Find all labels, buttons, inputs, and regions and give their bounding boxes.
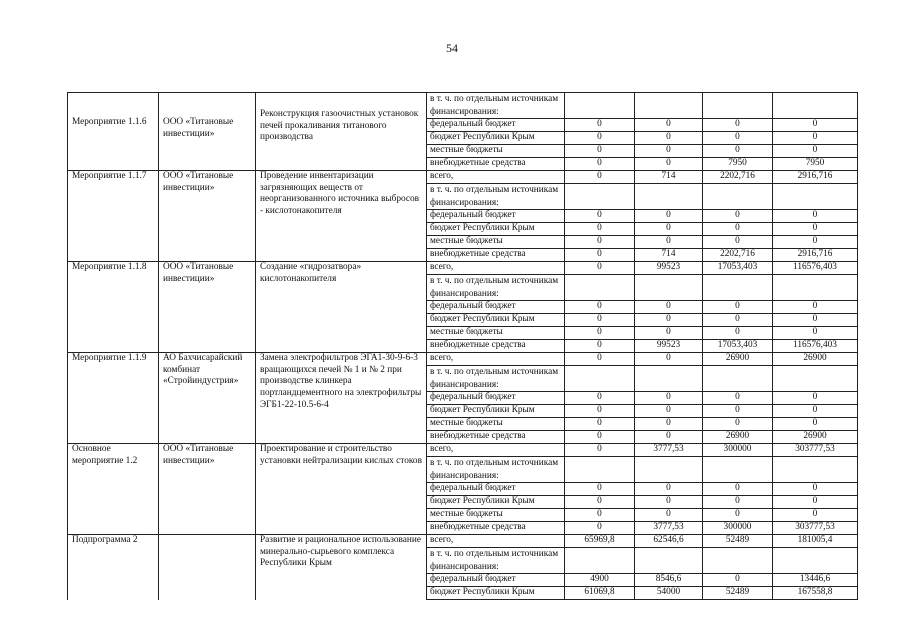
- value-cell: 0: [635, 223, 703, 236]
- value-cell: 0: [703, 119, 773, 132]
- value-cell: 0: [703, 405, 773, 418]
- value-cell: 0: [635, 392, 703, 405]
- value-cell: 0: [703, 418, 773, 431]
- event-name: Мероприятие 1.1.6: [68, 93, 159, 171]
- value-cell: 0: [703, 223, 773, 236]
- value-cell: 2202,716: [703, 249, 773, 262]
- value-cell: [773, 275, 858, 301]
- value-cell: 0: [635, 236, 703, 249]
- table-row: [68, 262, 858, 275]
- value-cell: 0: [565, 340, 635, 353]
- value-cell: 0: [703, 392, 773, 405]
- value-cell: 0: [635, 301, 703, 314]
- value-cell: 52489: [703, 535, 773, 548]
- value-cell: 7950: [773, 158, 858, 171]
- value-cell: 0: [773, 119, 858, 132]
- value-cell: 65969,8: [565, 535, 635, 548]
- value-cell: 0: [635, 431, 703, 444]
- value-cell: 26900: [703, 431, 773, 444]
- value-cell: 0: [773, 223, 858, 236]
- value-cell: 0: [635, 405, 703, 418]
- value-cell: [703, 457, 773, 483]
- source-label-local: местные бюджеты: [427, 236, 565, 249]
- source-label-federal: федеральный бюджет: [427, 392, 565, 405]
- value-cell: 0: [773, 145, 858, 158]
- source-label-federal: федеральный бюджет: [427, 574, 565, 587]
- value-cell: 0: [565, 145, 635, 158]
- value-cell: 0: [565, 431, 635, 444]
- value-cell: 0: [773, 132, 858, 145]
- value-cell: 17053,403: [703, 262, 773, 275]
- table-row: [68, 535, 858, 548]
- value-cell: 2916,716: [773, 249, 858, 262]
- executor-name: ООО «Титановые инвестиции»: [159, 171, 256, 262]
- value-cell: 52489: [703, 587, 773, 600]
- source-label-federal: федеральный бюджет: [427, 483, 565, 496]
- source-label-total: всего,: [427, 171, 565, 184]
- source-label-offbudget: внебюджетные средства: [427, 431, 565, 444]
- event-name: Мероприятие 1.1.9: [68, 353, 159, 444]
- value-cell: 0: [773, 405, 858, 418]
- value-cell: 0: [565, 119, 635, 132]
- value-cell: 0: [773, 496, 858, 509]
- value-cell: 0: [773, 236, 858, 249]
- source-label-local: местные бюджеты: [427, 145, 565, 158]
- event-description: Развитие и рациональное использование минерально-сырьевого комплекса Республики Крым: [256, 535, 427, 600]
- source-label-crimea: бюджет Республики Крым: [427, 587, 565, 600]
- table-body: [68, 93, 858, 600]
- value-cell: [565, 366, 635, 392]
- event-name: Основное мероприятие 1.2: [68, 444, 159, 535]
- value-cell: 300000: [703, 444, 773, 457]
- source-label-offbudget: внебюджетные средства: [427, 522, 565, 535]
- value-cell: [635, 275, 703, 301]
- value-cell: 0: [773, 301, 858, 314]
- value-cell: 0: [565, 132, 635, 145]
- value-cell: 300000: [703, 522, 773, 535]
- source-label-offbudget: внебюджетные средства: [427, 249, 565, 262]
- value-cell: 303777,53: [773, 444, 858, 457]
- source-label-crimea: бюджет Республики Крым: [427, 405, 565, 418]
- value-cell: [565, 457, 635, 483]
- executor-name: ООО «Титановые инвестиции»: [159, 262, 256, 353]
- value-cell: 0: [703, 574, 773, 587]
- value-cell: 0: [635, 119, 703, 132]
- value-cell: 0: [703, 210, 773, 223]
- value-cell: 0: [565, 171, 635, 184]
- source-label-crimea: бюджет Республики Крым: [427, 223, 565, 236]
- value-cell: 116576,403: [773, 340, 858, 353]
- value-cell: 13446,6: [773, 574, 858, 587]
- value-cell: 0: [565, 405, 635, 418]
- value-cell: [565, 548, 635, 574]
- value-cell: 0: [773, 314, 858, 327]
- source-label-local: местные бюджеты: [427, 418, 565, 431]
- source-label-breakdown: в т. ч. по отдельным источникам финансирования:: [427, 548, 565, 574]
- page-number: 54: [446, 41, 458, 55]
- source-label-crimea: бюджет Республики Крым: [427, 496, 565, 509]
- value-cell: 0: [773, 509, 858, 522]
- source-label-offbudget: внебюджетные средства: [427, 340, 565, 353]
- event-name: Мероприятие 1.1.8: [68, 262, 159, 353]
- value-cell: 0: [635, 353, 703, 366]
- value-cell: [635, 366, 703, 392]
- source-label-crimea: бюджет Республики Крым: [427, 314, 565, 327]
- value-cell: 714: [635, 171, 703, 184]
- value-cell: 0: [703, 327, 773, 340]
- value-cell: 0: [635, 496, 703, 509]
- value-cell: 0: [703, 145, 773, 158]
- event-description: Замена электрофильтров ЭГА1-30-9-6-3 вращающихся печей № 1 и № 2 при производстве клинкера портландцементного на электрофильтры ЭГБ1-22-10.5-6-4: [256, 353, 427, 444]
- value-cell: 0: [565, 236, 635, 249]
- source-label-total: всего,: [427, 353, 565, 366]
- value-cell: 4900: [565, 574, 635, 587]
- table-row: [68, 171, 858, 184]
- value-cell: 0: [635, 158, 703, 171]
- value-cell: 0: [703, 132, 773, 145]
- executor-name: ООО «Титановые инвестиции»: [159, 444, 256, 535]
- value-cell: 3777,53: [635, 444, 703, 457]
- value-cell: [565, 184, 635, 210]
- source-label-breakdown: в т. ч. по отдельным источникам финансирования:: [427, 93, 565, 119]
- source-label-breakdown: в т. ч. по отдельным источникам финансирования:: [427, 275, 565, 301]
- value-cell: [565, 275, 635, 301]
- value-cell: [635, 457, 703, 483]
- value-cell: 0: [565, 327, 635, 340]
- value-cell: 0: [703, 314, 773, 327]
- value-cell: 0: [635, 418, 703, 431]
- value-cell: 26900: [773, 353, 858, 366]
- value-cell: 7950: [703, 158, 773, 171]
- value-cell: 62546,6: [635, 535, 703, 548]
- table-row: [68, 444, 858, 457]
- event-description: Реконструкция газоочистных установок печей прокаливания титанового производства: [256, 93, 427, 171]
- value-cell: 0: [703, 509, 773, 522]
- value-cell: 0: [565, 262, 635, 275]
- value-cell: 116576,403: [773, 262, 858, 275]
- value-cell: 0: [565, 314, 635, 327]
- value-cell: 17053,403: [703, 340, 773, 353]
- value-cell: 0: [635, 145, 703, 158]
- value-cell: 61069,8: [565, 587, 635, 600]
- event-description: Проектирование и строительство установки нейтрализации кислых стоков: [256, 444, 427, 535]
- value-cell: 0: [565, 392, 635, 405]
- value-cell: 3777,53: [635, 522, 703, 535]
- source-label-federal: федеральный бюджет: [427, 210, 565, 223]
- table-row: [68, 353, 858, 366]
- value-cell: [635, 548, 703, 574]
- value-cell: [703, 184, 773, 210]
- value-cell: [635, 184, 703, 210]
- source-label-local: местные бюджеты: [427, 509, 565, 522]
- value-cell: 167558,8: [773, 587, 858, 600]
- value-cell: 0: [773, 210, 858, 223]
- source-label-breakdown: в т. ч. по отдельным источникам финансирования:: [427, 457, 565, 483]
- value-cell: 0: [635, 509, 703, 522]
- value-cell: 0: [565, 249, 635, 262]
- value-cell: 0: [635, 314, 703, 327]
- value-cell: 0: [565, 483, 635, 496]
- value-cell: 26900: [703, 353, 773, 366]
- value-cell: 0: [773, 392, 858, 405]
- value-cell: [773, 93, 858, 119]
- source-label-breakdown: в т. ч. по отдельным источникам финансирования:: [427, 366, 565, 392]
- value-cell: 2916,716: [773, 171, 858, 184]
- source-label-breakdown: в т. ч. по отдельным источникам финансирования:: [427, 184, 565, 210]
- financing-table: [67, 92, 858, 600]
- value-cell: [773, 184, 858, 210]
- value-cell: 0: [773, 418, 858, 431]
- value-cell: 0: [635, 483, 703, 496]
- source-label-local: местные бюджеты: [427, 327, 565, 340]
- source-label-total: всего,: [427, 535, 565, 548]
- event-name: Подпрограмма 2: [68, 535, 159, 600]
- executor-name: ООО «Титановые инвестиции»: [159, 93, 256, 171]
- value-cell: 8546,6: [635, 574, 703, 587]
- value-cell: 0: [773, 327, 858, 340]
- value-cell: 0: [703, 483, 773, 496]
- value-cell: 303777,53: [773, 522, 858, 535]
- source-label-total: всего,: [427, 262, 565, 275]
- value-cell: 0: [565, 418, 635, 431]
- value-cell: 54000: [635, 587, 703, 600]
- value-cell: [773, 457, 858, 483]
- value-cell: 0: [703, 236, 773, 249]
- value-cell: [703, 275, 773, 301]
- value-cell: 0: [703, 301, 773, 314]
- value-cell: 0: [565, 496, 635, 509]
- value-cell: 0: [565, 509, 635, 522]
- value-cell: [773, 548, 858, 574]
- source-label-federal: федеральный бюджет: [427, 301, 565, 314]
- value-cell: 99523: [635, 262, 703, 275]
- value-cell: 0: [703, 496, 773, 509]
- event-name: Мероприятие 1.1.7: [68, 171, 159, 262]
- value-cell: 26900: [773, 431, 858, 444]
- value-cell: 0: [565, 223, 635, 236]
- value-cell: 181005,4: [773, 535, 858, 548]
- source-label-crimea: бюджет Республики Крым: [427, 132, 565, 145]
- value-cell: 0: [565, 444, 635, 457]
- executor-name: АО Бахчисарайский комбинат «Стройиндустрия»: [159, 353, 256, 444]
- value-cell: 0: [565, 210, 635, 223]
- value-cell: 714: [635, 249, 703, 262]
- source-label-federal: федеральный бюджет: [427, 119, 565, 132]
- value-cell: 0: [565, 522, 635, 535]
- value-cell: [703, 548, 773, 574]
- executor-name: [159, 535, 256, 600]
- source-label-offbudget: внебюджетные средства: [427, 158, 565, 171]
- value-cell: 0: [565, 158, 635, 171]
- value-cell: 0: [635, 210, 703, 223]
- value-cell: [635, 93, 703, 119]
- value-cell: 0: [565, 353, 635, 366]
- value-cell: 0: [773, 483, 858, 496]
- source-label-total: всего,: [427, 444, 565, 457]
- value-cell: [565, 93, 635, 119]
- value-cell: [773, 366, 858, 392]
- value-cell: [703, 366, 773, 392]
- value-cell: 99523: [635, 340, 703, 353]
- value-cell: 0: [635, 327, 703, 340]
- value-cell: [703, 93, 773, 119]
- event-description: Создание «гидрозатвора» кислотонакопителя: [256, 262, 427, 353]
- value-cell: 0: [565, 301, 635, 314]
- event-description: Проведение инвентаризации загрязняющих веществ от неорганизованного источника выбросов - кислотонакопителя: [256, 171, 427, 262]
- value-cell: 0: [635, 132, 703, 145]
- value-cell: 2202,716: [703, 171, 773, 184]
